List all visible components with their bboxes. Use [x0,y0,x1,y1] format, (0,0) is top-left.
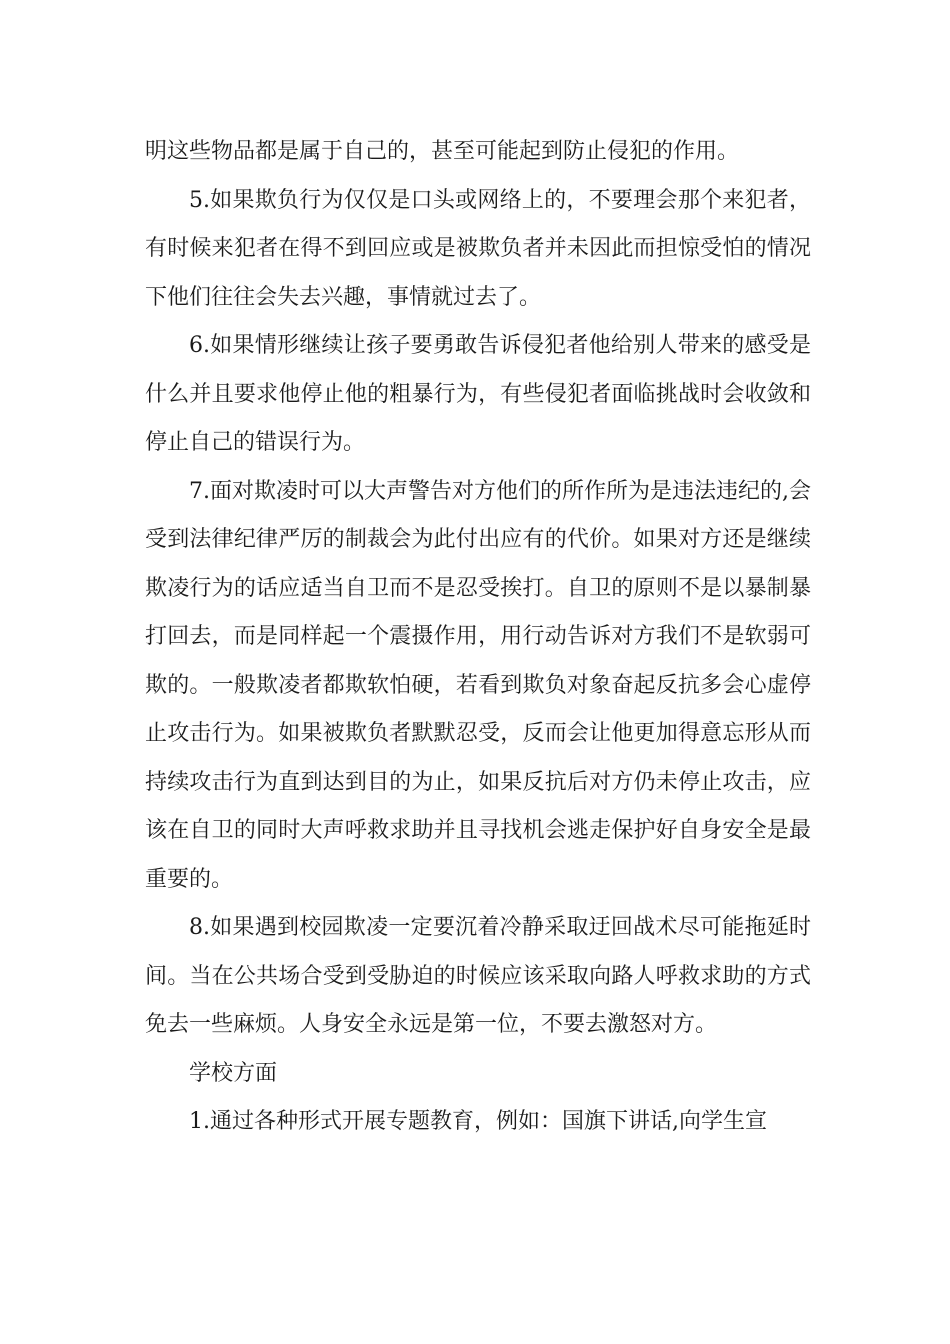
paragraph-item-7: 7.面对欺凌时可以大声警告对方他们的所作所为是违法违纪的,会受到法律纪律严厉的制裁会为此付出应有的代价。如果对方还是继续欺凌行为的话应适当自卫而不是忍受挨打。自卫的原则不是以暴制暴打回去，而是同样起一个震摄作用，用行动告诉对方我们不是软弱可欺的。一般欺凌者都欺软怕硬，若看到欺负对象奋起反抗多会心虚停止攻击行为。如果被欺负者默默忍受，反而会让他更加得意忘形从而持续攻击行为直到达到目的为止，如果反抗后对方仍未停止攻击，应该在自卫的同时大声呼救求助并且寻找机会逃走保护好自身安全是最重要的。 [145,478,811,892]
document-body [145,128,811,1147]
paragraph-school-item-1: 1.通过各种形式开展专题教育，例如：国旗下讲话,向学生宣 [189,1109,767,1134]
paragraph-item-8: 8.如果遇到校园欺凌一定要沉着冷静采取迂回战术尽可能拖延时间。当在公共场合受到受胁迫的时候应该采取向路人呼救求助的方式免去一些麻烦。人身安全永远是第一位，不要去激怒对方。 [145,915,811,1037]
paragraph-item-5: 5.如果欺负行为仅仅是口头或网络上的，不要理会那个来犯者，有时候来犯者在得不到回应或是被欺负者并未因此而担惊受怕的情况下他们往往会失去兴趣，事情就过去了。 [145,187,811,310]
paragraph-continuation: 明这些物品都是属于自己的，甚至可能起到防止侵犯的作用。 [145,139,740,164]
paragraph-item-6: 6.如果情形继续让孩子要勇敢告诉侵犯者他给别人带来的感受是什么并且要求他停止他的粗暴行为，有些侵犯者面临挑战时会收敛和停止自己的错误行为。 [145,333,811,455]
section-heading-school: 学校方面 [189,1060,278,1086]
